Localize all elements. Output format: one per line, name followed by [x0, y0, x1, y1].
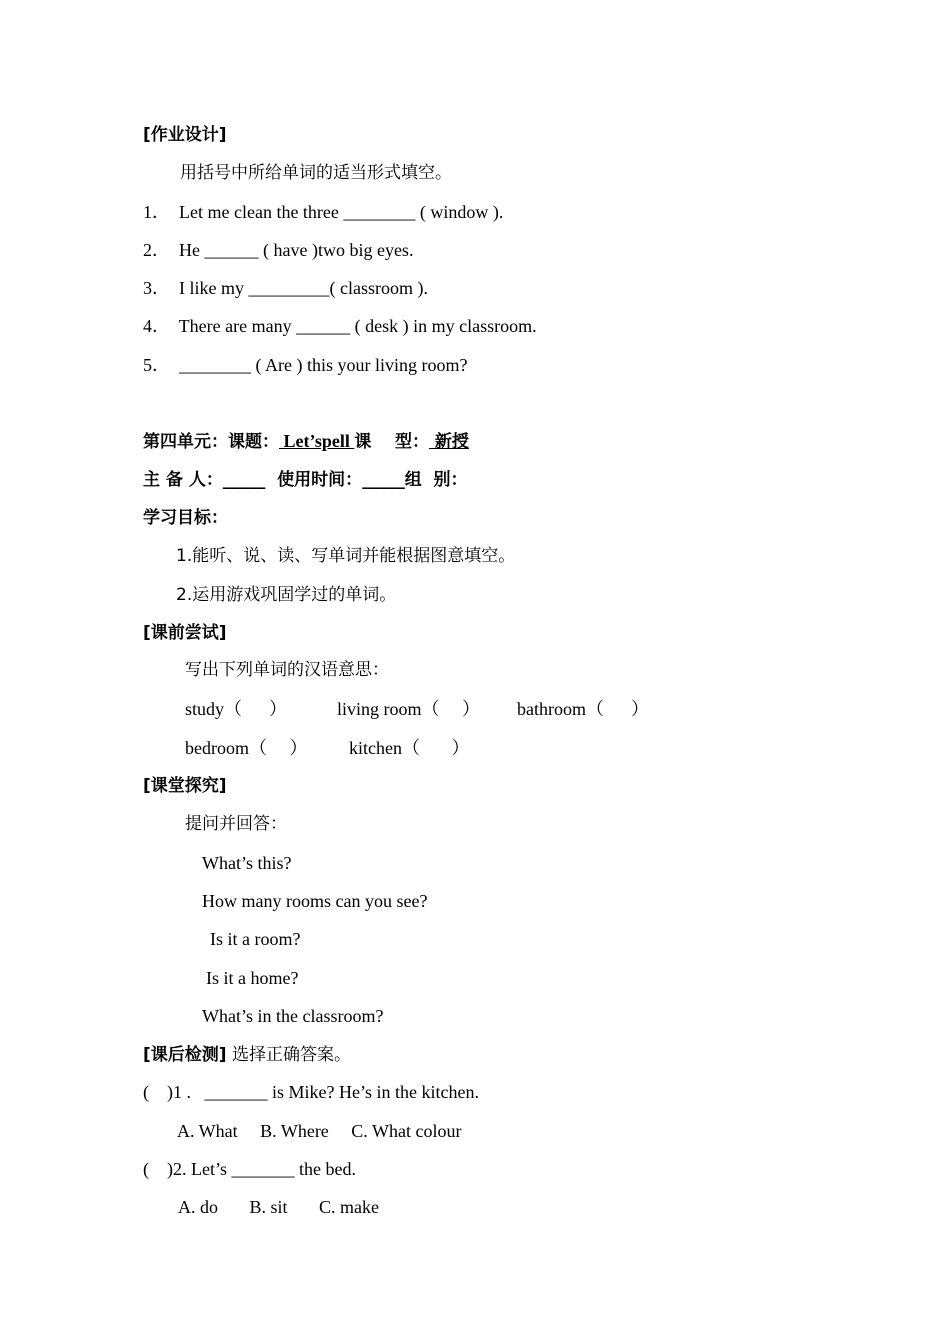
unit-line	[143, 430, 469, 453]
group-label: 组 别：	[404, 470, 468, 490]
explore-instruction: 提问并回答：	[185, 814, 287, 834]
time-blank: _____	[362, 470, 405, 490]
post-instruction: 选择正确答案。	[226, 1045, 351, 1065]
unit-label: 第四单元：课题：	[143, 432, 279, 452]
post-line	[143, 1043, 351, 1066]
question: What’s this?	[202, 853, 292, 873]
homework-instruction: 用括号中所给单词的适当形式填空。	[180, 163, 452, 183]
quiz-options: A. do B. sit C. make	[178, 1197, 379, 1217]
unit-type: 新授	[429, 432, 469, 452]
homework-item: 3． I like my _________( classroom ).	[143, 278, 428, 298]
goal-item: 2.运用游戏巩固学过的单词。	[176, 585, 397, 605]
vocab-item: living room（ ）	[337, 699, 480, 719]
homework-item: 5． ________ ( Are ) this your living room?	[143, 355, 468, 375]
homework-heading: [作业设计]	[143, 125, 227, 145]
prep-line	[143, 469, 468, 491]
vocab-item: study（ ）	[185, 699, 288, 719]
vocab-item: bathroom（ ）	[517, 699, 649, 719]
goal-item: 1.能听、说、读、写单词并能根据图意填空。	[176, 546, 516, 566]
question: How many rooms can you see?	[202, 891, 428, 911]
leader-blank: _____	[222, 470, 266, 490]
question: What’s in the classroom?	[202, 1006, 384, 1026]
quiz-question: ( )2. Let’s _______ the bed.	[143, 1159, 356, 1179]
post-heading: [课后检测]	[143, 1045, 227, 1065]
vocab-item: bedroom（ ）	[185, 738, 308, 758]
question: Is it a home?	[206, 968, 299, 988]
unit-topic: Let’spell	[279, 431, 355, 451]
question: Is it a room?	[210, 929, 301, 949]
vocab-item: kitchen（ ）	[349, 738, 470, 758]
explore-heading: [课堂探究]	[143, 776, 227, 796]
homework-item: 4． There are many ______ ( desk ) in my classroom.	[143, 316, 537, 336]
time-label: 使用时间：	[265, 470, 363, 490]
homework-item: 2． He ______ ( have )two big eyes.	[143, 240, 414, 260]
pre-instruction: 写出下列单词的汉语意思：	[185, 660, 389, 680]
pre-heading: [课前尝试]	[143, 623, 227, 643]
goals-heading: 学习目标：	[143, 508, 228, 528]
leader-label: 主 备 人：	[143, 470, 223, 490]
quiz-options: A. What B. Where C. What colour	[177, 1121, 462, 1141]
unit-type-label: 课 型：	[354, 432, 430, 452]
quiz-question: ( )1 . _______ is Mike? He’s in the kitchen.	[143, 1082, 479, 1102]
homework-item: 1． Let me clean the three ________ ( window ).	[143, 202, 504, 222]
